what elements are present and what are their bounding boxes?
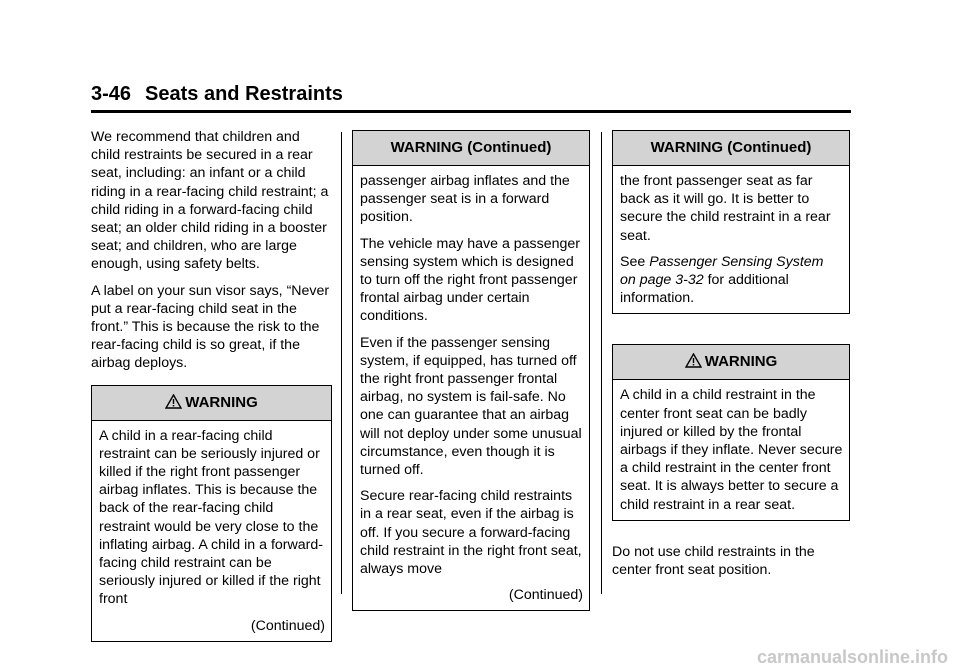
- intro-paragraph: We recommend that children and child restraints be secured in a rear seat, including: an infant or a child riding in a rear-facing child restraint; a child riding in a forward-facing child seat; an older child riding in a booster seat; and children, who are large enough, using safety belts.: [91, 129, 329, 273]
- see-suffix: for additional information.: [620, 272, 789, 307]
- warning-paragraph: The vehicle may have a passenger sensing system which is designed to turn off the right front passenger frontal airbag under certain conditions.: [360, 235, 581, 325]
- closing-paragraph: Do not use child restraints in the center front seat position.: [612, 543, 815, 579]
- warning-text: A child in a rear-facing child restraint can be seriously injured or killed if the right front passenger airbag inflates. This is because the back of the rear-facing child restraint would be very close to the inflating airbag. A child in a forward-facing child restraint can be seriously injured or killed if the right front: [99, 427, 323, 608]
- column-divider: [601, 132, 602, 594]
- warning-header: [613, 345, 849, 380]
- warning-paragraph: the front passenger seat as far back as it will go. It is better to secure the child restraint in a rear seat.: [620, 173, 831, 244]
- see-prefix: See: [620, 253, 650, 270]
- warning-body: [92, 421, 331, 641]
- column-1: [91, 128, 332, 642]
- warning-body: [353, 166, 589, 610]
- warning-header: WARNING (Continued): [613, 131, 849, 166]
- continued-label: (Continued): [508, 587, 583, 604]
- warning-triangle-icon: [685, 353, 702, 368]
- warning-body: [613, 380, 849, 519]
- warning-title: WARNING: [704, 353, 778, 371]
- section-title: Seats and Restraints: [145, 83, 343, 105]
- continued-label: (Continued): [250, 617, 325, 634]
- warning-box: [612, 344, 850, 520]
- see-reference: [620, 253, 843, 308]
- column-2: [352, 130, 590, 611]
- sun-visor-paragraph: A label on your sun visor says, “Never put a rear-facing child seat in the front.” This is because the risk to the rear-facing child is so great, if the airbag deploys.: [91, 282, 330, 372]
- warning-body: [613, 166, 849, 313]
- warning-triangle-icon: [165, 394, 182, 409]
- cross-reference-link[interactable]: Passenger Sensing System on page 3-32: [620, 253, 824, 289]
- warning-header: [92, 386, 331, 421]
- column-divider: [341, 132, 342, 594]
- watermark: carmanualsonline.info: [756, 647, 948, 667]
- warning-header: WARNING (Continued): [353, 131, 589, 166]
- warning-title: WARNING: [185, 393, 258, 411]
- warning-box-continued: [612, 130, 850, 314]
- warning-paragraph: Secure rear-facing child restraints in a rear seat, even if the airbag is off. If you secure a forward-facing child restraint in the right front seat, always move: [360, 488, 582, 578]
- warning-paragraph: passenger airbag inflates and the passenger seat is in a forward position.: [360, 173, 570, 226]
- warning-box: [91, 385, 332, 642]
- warning-text: A child in a child restraint in the center front seat can be badly injured or killed by the frontal airbags if they inflate. Never secure a child restraint in the center front seat. It is always better to secure a child restraint in a rear seat.: [620, 387, 843, 513]
- warning-paragraph: Even if the passenger sensing system, if equipped, has turned off the right front passenger frontal airbag, no system is fail-safe. No one can guarantee that an airbag will not deploy under some unusual circumstance, even though it is turned off.: [360, 334, 582, 479]
- warning-box-continued: [352, 130, 590, 611]
- column-3: [612, 130, 850, 587]
- page-header: [91, 80, 851, 113]
- page-number: 3-46: [91, 83, 132, 105]
